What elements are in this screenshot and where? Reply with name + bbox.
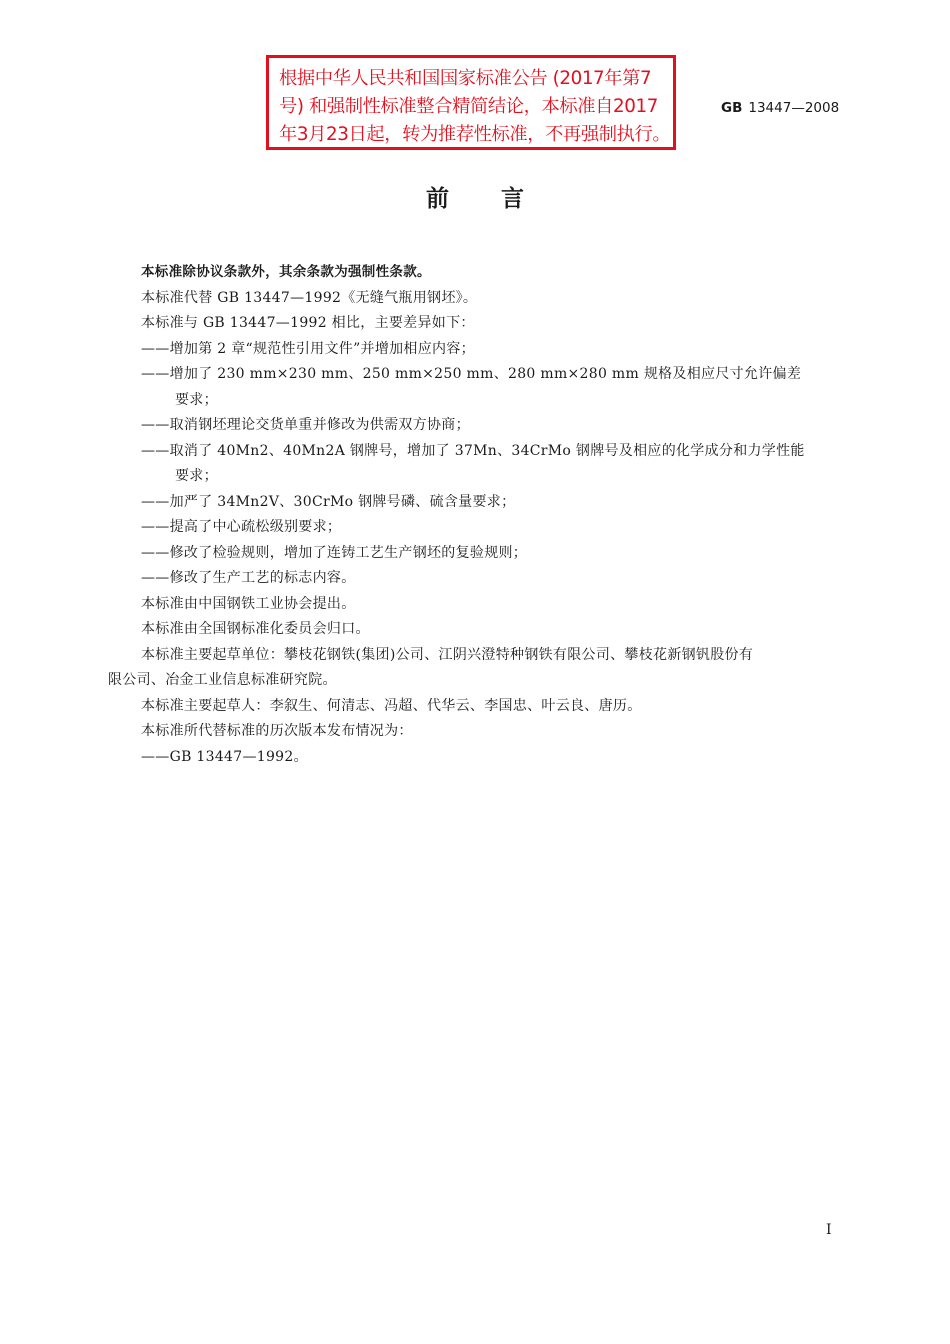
notice-box xyxy=(266,55,676,150)
paragraph: 本标准代替 GB 13447—1992《无缝气瓶用钢坯》。 xyxy=(141,289,478,306)
paragraph: 本标准主要起草人：李叙生、何清志、冯超、代华云、李国忠、叶云良、唐历。 xyxy=(141,697,642,714)
standard-number: 13447—2008 xyxy=(748,100,840,116)
paragraph: 本标准由中国钢铁工业协会提出。 xyxy=(141,595,356,612)
list-item: ——修改了检验规则，增加了连铸工艺生产钢坯的复验规则； xyxy=(141,544,528,561)
page-title: 前言 xyxy=(426,186,576,212)
list-item: ——修改了生产工艺的标志内容。 xyxy=(141,570,356,586)
list-item: ——提高了中心疏松级别要求； xyxy=(141,519,342,535)
page-number: I xyxy=(826,1222,832,1238)
list-item: ——增加了 230 mm×230 mm、250 mm×250 mm、280 mm×280 mm 规格及相应尺寸允许偏差 xyxy=(141,366,802,382)
paragraph: 本标准主要起草单位：攀枝花钢铁(集团)公司、江阴兴澄特种钢铁有限公司、攀枝花新钢钒股份有 xyxy=(141,646,754,663)
paragraph: 本标准所代替标准的历次版本发布情况为： xyxy=(141,723,413,739)
standard-prefix: GB xyxy=(721,100,743,116)
list-item: ——取消钢坯理论交货单重并修改为供需双方协商； xyxy=(141,417,470,433)
list-item: ——加严了 34Mn2V、30CrMo 钢牌号磷、硫含量要求； xyxy=(141,493,516,510)
list-item: ——增加第 2 章“规范性引用文件”并增加相应内容； xyxy=(141,340,475,357)
notice-line: 根据中华人民共和国国家标准公告 (2017年第7 xyxy=(279,68,652,89)
list-item-continuation: 要求； xyxy=(175,391,218,408)
paragraph: 本标准与 GB 13447—1992 相比，主要差异如下： xyxy=(141,315,475,331)
paragraph: 本标准由全国钢标准化委员会归口。 xyxy=(141,621,370,637)
list-item-continuation: 要求； xyxy=(175,468,218,484)
document-body xyxy=(108,260,844,770)
standard-code xyxy=(721,100,839,116)
list-item: ——GB 13447—1992。 xyxy=(141,748,308,765)
notice-line: 号) 和强制性标准整合精简结论，本标准自2017 xyxy=(279,96,658,117)
list-item: ——取消了 40Mn2、40Mn2A 钢牌号，增加了 37Mn、34CrMo 钢牌号及相应的化学成分和力学性能 xyxy=(141,442,805,459)
paragraph-continuation: 限公司、冶金工业信息标准研究院。 xyxy=(108,672,337,688)
paragraph: 本标准除协议条款外，其余条款为强制性条款。 xyxy=(141,264,431,280)
notice-line: 年3月23日起，转为推荐性标准，不再强制执行。 xyxy=(279,124,671,145)
